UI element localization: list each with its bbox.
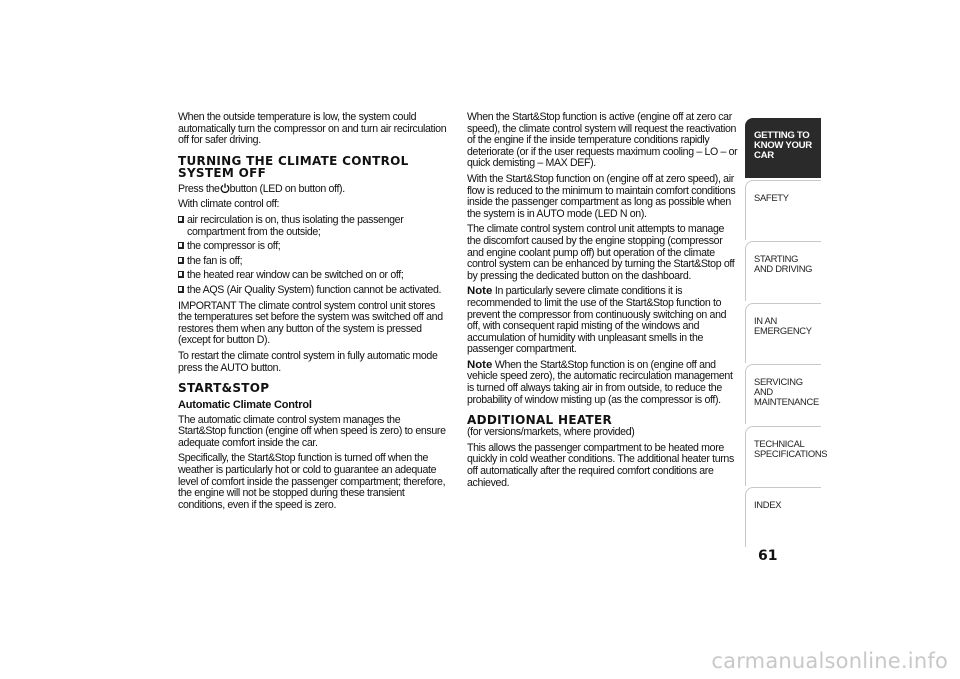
section-heading-additional-heater: ADDITIONAL HEATER [467,413,612,428]
list-item [178,285,448,297]
chapter-tabs [745,118,828,549]
power-icon [220,183,230,193]
list-item-text: the heated rear window can be switched on or off; [187,269,404,282]
note-text: When the Start&Stop function is on (engine off and vehicle speed zero), the automatic recirculation management is turned off always taking air in from outside, to reduce the probability of window misting up (as the compressor is off). [467,358,733,406]
checkbox-bullet-icon [178,216,184,223]
important-paragraph: IMPORTANT The climate control system control unit stores the temperatures set before the system was switched off and restores them when any button of the system is pressed (except for button D). [178,299,443,347]
tab-starting-and-driving[interactable]: STARTING AND DRIVING [745,241,821,301]
right-column [467,112,739,493]
auto-paragraph-2: Specifically, the Start&Stop function is turned off when the weather is particularly hot or cold to guarantee an adequate level of comfort inside the passenger compartment; therefore, the engine will not be stopped during these transient conditions, even if the speed is zero. [178,452,446,511]
start-stop-paragraph-3: The climate control system control unit attempts to manage the discomfort caused by the engine stopping (compressor and engine coolant pump off) but operation of the climate control system can be enhanced by turning the Start&Stop off by pressing the dedicated button on the dashboard. [467,223,735,282]
restart-paragraph: To restart the climate control system in fully automatic mode press the AUTO button. [178,349,438,374]
tab-in-an-emergency[interactable]: IN AN EMERGENCY [745,303,821,363]
list-item [178,270,448,282]
subheading-automatic-climate: Automatic Climate Control [178,399,312,412]
press-before: Press the [178,182,220,195]
auto-paragraph-1: The automatic climate control system manages the Start&Stop function (engine off when speed is zero) to ensure adequate comfort inside the car. [178,413,446,449]
checkbox-bullet-icon [178,286,184,293]
list-item-text: the AQS (Air Quality System) function cannot be activated. [187,283,442,296]
note-text: In particularly severe climate conditions it is recommended to limit the use of the Start&Stop function to prevent the compressor from continuously switching on and off, with consequent rapid misting of the windows and accumulation of humidity with unpleasant smells in the passenger compartment. [467,285,727,356]
climate-off-list [178,215,448,297]
section-heading-climate-off: TURNING THE CLIMATE CONTROL SYSTEM OFF [178,153,409,180]
list-item [178,256,448,268]
list-item [178,241,448,253]
left-column [178,112,448,515]
list-item [178,215,448,238]
heater-subtitle: (for versions/markets, where provided) [467,426,635,439]
start-stop-paragraph-2: With the Start&Stop function on (engine off at zero speed), air flow is reduced to the minimum to maintain comfort conditions inside the passenger compartment as long as possible when the system is in AUTO mode (LED N on). [467,172,736,220]
watermark: carmanualsonline.info [711,649,948,673]
list-item-text: the fan is off; [187,254,243,267]
note-label: Note [467,358,493,371]
note-paragraph-1 [467,286,739,356]
page-number: 61 [758,548,778,564]
start-stop-paragraph-1: When the Start&Stop function is active (engine off at zero car speed), the climate control system will request the reactivation of the engine if the inside temperature conditions rapidly deteriorate (or if the user requests maximum cooling – LO – or quick demisting – MAX DEF). [467,111,738,170]
tab-safety[interactable]: SAFETY [745,180,821,240]
checkbox-bullet-icon [178,242,184,249]
list-item-text: air recirculation is on, thus isolating the passenger compartment from the outside; [187,213,404,238]
tab-index[interactable]: INDEX [745,487,821,547]
tab-getting-to-know-your-car[interactable]: GETTING TO KNOW YOUR CAR [745,118,821,178]
list-item-text: the compressor is off; [187,240,281,253]
tab-technical-specifications[interactable]: TECHNICAL SPECIFICATIONS [745,426,821,486]
heater-paragraph: This allows the passenger compartment to be heated more quickly in cold weather conditions. The additional heater turns off automatically after the required comfort conditions are achieved. [467,441,734,489]
intro-paragraph: When the outside temperature is low, the system could automatically turn the compressor on and turn air recirculation off for safer driving. [178,111,447,147]
note-label: Note [467,285,493,298]
checkbox-bullet-icon [178,271,184,278]
section-heading-start-stop: START&STOP [178,381,270,396]
tab-servicing-and-maintenance[interactable]: SERVICING AND MAINTENANCE [745,364,821,424]
note-paragraph-2 [467,360,739,406]
checkbox-bullet-icon [178,257,184,264]
press-instruction [178,183,448,196]
press-after: button (LED on button off). [229,182,345,195]
with-off-label: With climate control off: [178,198,280,211]
